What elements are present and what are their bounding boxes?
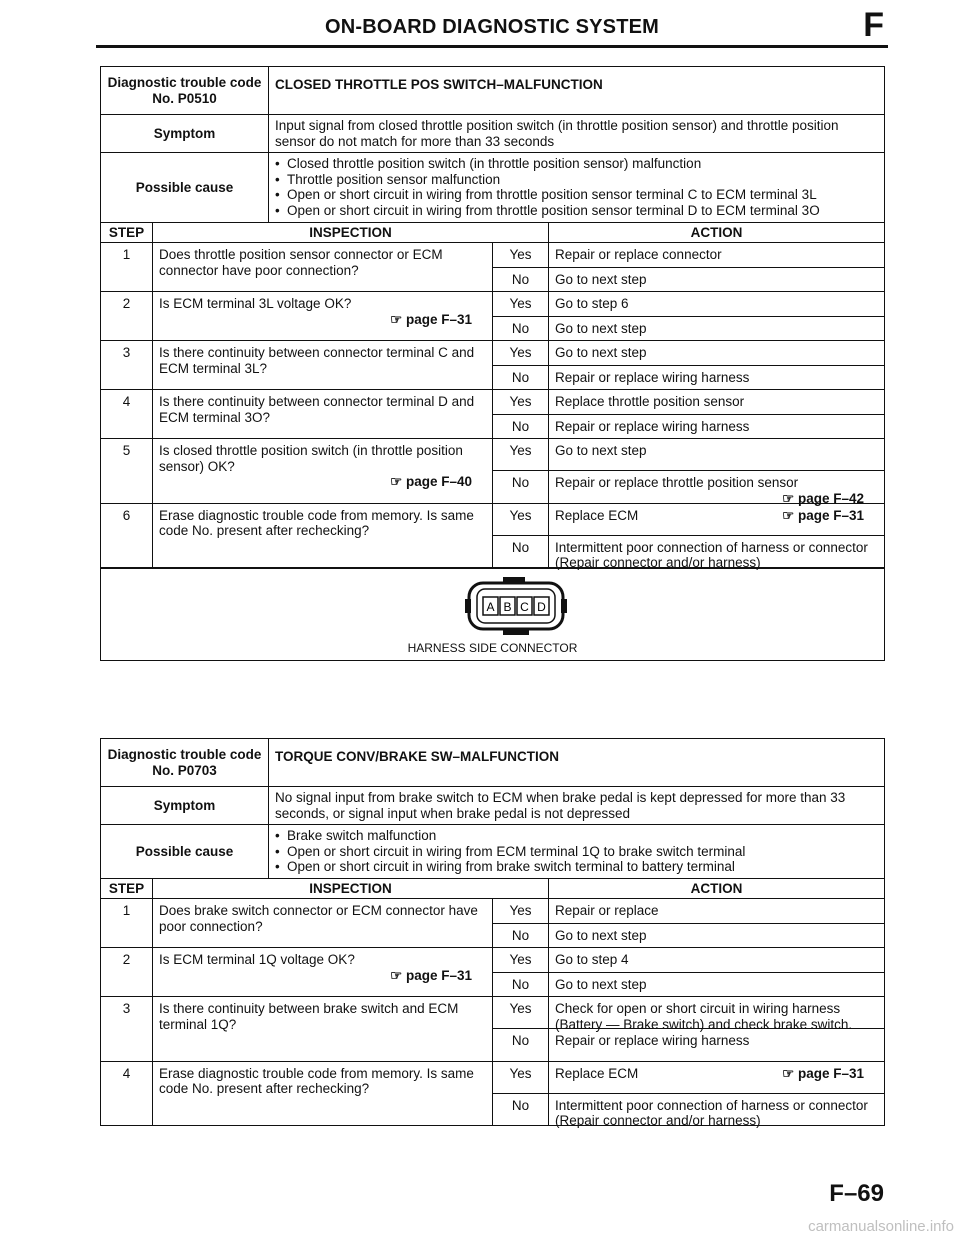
answer-no: No bbox=[493, 1094, 549, 1125]
action-text: Repair or replace connector bbox=[555, 247, 722, 262]
inspection-cell bbox=[153, 341, 493, 389]
answer-row-no bbox=[493, 973, 884, 997]
step-list bbox=[101, 899, 884, 1129]
cause-item: • Closed throttle position switch (in throttle position sensor) malfunction bbox=[275, 156, 878, 172]
cause-item: • Open or short circuit in wiring from ECM terminal 1Q to brake switch terminal bbox=[275, 844, 878, 860]
connector-pin-label: C bbox=[520, 600, 529, 614]
inspection-text: Erase diagnostic trouble code from memory. Is same code No. present after rechecking? bbox=[159, 1065, 474, 1096]
action-cell bbox=[549, 536, 884, 571]
step-row bbox=[101, 292, 884, 341]
answer-rows bbox=[493, 292, 884, 340]
answer-yes: Yes bbox=[493, 439, 549, 470]
answer-yes: Yes bbox=[493, 899, 549, 923]
connector-figure bbox=[101, 568, 884, 660]
inspection-text: Erase diagnostic trouble code from memory. Is same code No. present after rechecking? bbox=[159, 507, 474, 538]
step-list bbox=[101, 243, 884, 571]
action-text: Intermittent poor connection of harness or connector (Repair connector and/or harness) bbox=[555, 1097, 868, 1129]
action-text: Go to step 4 bbox=[555, 952, 629, 967]
connector-caption: HARNESS SIDE CONNECTOR bbox=[407, 640, 578, 655]
step-number: 2 bbox=[101, 292, 153, 340]
action-text: Go to next step bbox=[555, 927, 647, 943]
action-text: Check for open or short circuit in wiring harness (Battery — Brake switch) and check brake switch. bbox=[555, 1001, 853, 1032]
inspection-cell bbox=[153, 899, 493, 947]
answer-yes: Yes bbox=[493, 997, 549, 1028]
answer-yes: Yes bbox=[493, 390, 549, 414]
cause-item: • Open or short circuit in wiring from brake switch terminal to battery terminal bbox=[275, 859, 878, 875]
dtc-code-label: Diagnostic trouble code No. P0510 bbox=[101, 67, 269, 114]
cause-item: • Throttle position sensor malfunction bbox=[275, 172, 878, 188]
answer-yes: Yes bbox=[493, 504, 549, 535]
inspection-text: Is there continuity between connector terminal D and ECM terminal 3O? bbox=[159, 394, 475, 425]
answer-row-no bbox=[493, 317, 884, 341]
action-text: Replace throttle position sensor bbox=[555, 394, 745, 409]
action-cell bbox=[549, 504, 884, 535]
dtc-code-row bbox=[101, 739, 884, 787]
cause-bullets bbox=[275, 156, 878, 218]
answer-yes: Yes bbox=[493, 948, 549, 972]
step-number: 2 bbox=[101, 948, 153, 996]
action-cell bbox=[549, 243, 884, 267]
page-reference: ☞ page F–31 bbox=[782, 507, 864, 523]
action-text: Repair or replace wiring harness bbox=[555, 418, 750, 434]
page-number: F–69 bbox=[829, 1180, 884, 1207]
harness-connector-diagram bbox=[451, 575, 671, 643]
answer-row-yes bbox=[493, 504, 884, 536]
symptom-text: No signal input from brake switch to ECM when brake pedal is kept depressed for more than 33 seconds, or signal input when brake pedal is not depressed bbox=[275, 790, 846, 821]
symptom-text: Input signal from closed throttle position switch (in throttle position sensor) and throttle position sensor do not match for more than 33 seconds bbox=[275, 118, 839, 149]
answer-no: No bbox=[493, 471, 549, 502]
connector-pin-label: D bbox=[537, 600, 546, 614]
cause-item: • Open or short circuit in wiring from throttle position sensor terminal D to ECM terminal 3O bbox=[275, 203, 878, 219]
action-text: Go to next step bbox=[555, 320, 647, 336]
answer-row-no bbox=[493, 924, 884, 948]
col-inspection: INSPECTION bbox=[153, 879, 549, 898]
col-step: STEP bbox=[101, 879, 153, 898]
step-row bbox=[101, 899, 884, 948]
action-text: Go to step 6 bbox=[555, 296, 629, 311]
inspection-text: Is there continuity between brake switch and ECM terminal 1Q? bbox=[159, 1001, 459, 1032]
action-cell bbox=[549, 1029, 884, 1060]
action-text: Repair or replace throttle position sensor bbox=[555, 475, 799, 491]
cause-list bbox=[269, 825, 884, 878]
inspection-cell bbox=[153, 390, 493, 438]
action-cell bbox=[549, 471, 884, 506]
connector-pin-label: A bbox=[486, 600, 495, 614]
answer-yes: Yes bbox=[493, 1062, 549, 1093]
cause-row bbox=[101, 825, 884, 879]
page-reference: ☞ page F–31 bbox=[390, 967, 472, 983]
action-cell bbox=[549, 973, 884, 997]
dtc-p0510-table bbox=[100, 66, 885, 661]
answer-row-yes bbox=[493, 899, 884, 924]
inspection-text: Is ECM terminal 1Q voltage OK? bbox=[159, 952, 355, 967]
answer-row-no bbox=[493, 1029, 884, 1060]
step-number: 3 bbox=[101, 997, 153, 1061]
page-header bbox=[96, 6, 888, 48]
answer-yes: Yes bbox=[493, 341, 549, 365]
answer-no: No bbox=[493, 268, 549, 292]
answer-row-yes bbox=[493, 292, 884, 317]
step-number: 6 bbox=[101, 504, 153, 568]
step-number: 4 bbox=[101, 1062, 153, 1126]
cause-label: Possible cause bbox=[101, 153, 269, 222]
answer-rows bbox=[493, 948, 884, 996]
answer-no: No bbox=[493, 317, 549, 341]
cause-list bbox=[269, 153, 884, 222]
col-step: STEP bbox=[101, 223, 153, 242]
symptom-row bbox=[101, 787, 884, 825]
action-cell bbox=[549, 268, 884, 292]
dtc-code-label: Diagnostic trouble code No. P0703 bbox=[101, 739, 269, 786]
step-row bbox=[101, 504, 884, 569]
answer-rows bbox=[493, 1062, 884, 1129]
answer-row-yes bbox=[493, 439, 884, 471]
step-row bbox=[101, 997, 884, 1062]
answer-no: No bbox=[493, 536, 549, 567]
step-row bbox=[101, 948, 884, 997]
answer-row-yes bbox=[493, 948, 884, 973]
column-header bbox=[101, 223, 884, 243]
dtc-title: TORQUE CONV/BRAKE SW–MALFUNCTION bbox=[275, 749, 560, 764]
action-text: Repair or replace bbox=[555, 903, 659, 918]
action-text: Go to next step bbox=[555, 345, 647, 360]
step-number: 1 bbox=[101, 243, 153, 291]
step-row bbox=[101, 439, 884, 504]
answer-no: No bbox=[493, 415, 549, 439]
page-reference: ☞ page F–42 bbox=[782, 490, 864, 506]
connector-pins bbox=[483, 597, 549, 615]
connector-pin-label: B bbox=[503, 600, 512, 614]
action-text: Replace ECM bbox=[555, 1065, 639, 1081]
step-row bbox=[101, 243, 884, 292]
answer-row-yes bbox=[493, 341, 884, 366]
answer-row-no bbox=[493, 471, 884, 506]
cause-bullets bbox=[275, 828, 878, 875]
col-action: ACTION bbox=[690, 224, 743, 240]
step-number: 5 bbox=[101, 439, 153, 503]
inspection-text: Is closed throttle position switch (in throttle position sensor) OK? bbox=[159, 443, 463, 474]
action-text: Go to next step bbox=[555, 976, 647, 992]
answer-row-yes bbox=[493, 243, 884, 268]
action-cell bbox=[549, 1094, 884, 1129]
inspection-text: Is ECM terminal 3L voltage OK? bbox=[159, 296, 352, 311]
page-reference: ☞ page F–40 bbox=[390, 474, 472, 489]
cause-row bbox=[101, 153, 884, 223]
page-title: ON-BOARD DIAGNOSTIC SYSTEM bbox=[324, 16, 660, 38]
action-cell bbox=[549, 924, 884, 948]
action-cell bbox=[549, 341, 884, 365]
answer-no: No bbox=[493, 366, 549, 390]
answer-row-yes bbox=[493, 997, 884, 1032]
answer-no: No bbox=[493, 1029, 549, 1060]
inspection-text: Does brake switch connector or ECM connector have poor connection? bbox=[159, 903, 478, 934]
action-cell bbox=[549, 366, 884, 390]
action-cell bbox=[549, 439, 884, 470]
answer-yes: Yes bbox=[493, 292, 549, 316]
step-number: 4 bbox=[101, 390, 153, 438]
action-cell bbox=[549, 317, 884, 341]
column-header bbox=[101, 879, 884, 899]
answer-rows bbox=[493, 504, 884, 571]
action-text: Intermittent poor connection of harness or connector (Repair connector and/or harness) bbox=[555, 539, 868, 571]
action-cell bbox=[549, 948, 884, 972]
answer-rows bbox=[493, 899, 884, 947]
inspection-cell bbox=[153, 243, 493, 291]
page-reference: ☞ page F–31 bbox=[390, 311, 472, 327]
answer-no: No bbox=[493, 924, 549, 948]
answer-row-yes bbox=[493, 390, 884, 415]
step-number: 3 bbox=[101, 341, 153, 389]
page-reference: ☞ page F–31 bbox=[782, 1065, 864, 1081]
symptom-row bbox=[101, 115, 884, 153]
dtc-code-row bbox=[101, 67, 884, 115]
inspection-cell bbox=[153, 292, 493, 340]
answer-row-no bbox=[493, 536, 884, 571]
dtc-p0703-table bbox=[100, 738, 885, 1129]
symptom-label: Symptom bbox=[101, 787, 269, 824]
step-row bbox=[101, 390, 884, 439]
dtc-title: CLOSED THROTTLE POS SWITCH–MALFUNCTION bbox=[275, 77, 603, 92]
action-cell bbox=[549, 292, 884, 316]
action-cell bbox=[549, 390, 884, 414]
action-cell bbox=[549, 1062, 884, 1093]
action-text: Repair or replace wiring harness bbox=[555, 369, 750, 385]
cause-label: Possible cause bbox=[101, 825, 269, 878]
action-cell bbox=[549, 415, 884, 439]
answer-row-no bbox=[493, 366, 884, 390]
action-text: Go to next step bbox=[555, 443, 647, 458]
answer-rows bbox=[493, 341, 884, 389]
col-inspection: INSPECTION bbox=[153, 223, 549, 242]
action-text: Repair or replace wiring harness bbox=[555, 1033, 750, 1049]
section-letter: F bbox=[863, 6, 884, 44]
watermark: carmanualsonline.info bbox=[808, 1218, 954, 1235]
step-row bbox=[101, 1062, 884, 1129]
answer-row-yes bbox=[493, 1062, 884, 1094]
inspection-cell bbox=[153, 948, 493, 996]
answer-row-no bbox=[493, 268, 884, 292]
answer-yes: Yes bbox=[493, 243, 549, 267]
inspection-text: Is there continuity between connector terminal C and ECM terminal 3L? bbox=[159, 345, 475, 376]
action-text: Go to next step bbox=[555, 271, 647, 287]
cause-item: • Brake switch malfunction bbox=[275, 828, 878, 844]
answer-no: No bbox=[493, 973, 549, 997]
cause-item: • Open or short circuit in wiring from throttle position sensor terminal C to ECM terminal 3L bbox=[275, 187, 878, 203]
answer-row-no bbox=[493, 1094, 884, 1129]
col-action: ACTION bbox=[690, 880, 743, 896]
action-cell bbox=[549, 899, 884, 923]
inspection-cell bbox=[153, 504, 493, 568]
answer-rows bbox=[493, 243, 884, 291]
action-cell bbox=[549, 997, 884, 1032]
inspection-cell bbox=[153, 997, 493, 1061]
action-text: Replace ECM bbox=[555, 507, 639, 523]
inspection-cell bbox=[153, 439, 493, 503]
symptom-label: Symptom bbox=[101, 115, 269, 152]
step-row bbox=[101, 341, 884, 390]
answer-rows bbox=[493, 390, 884, 438]
inspection-cell bbox=[153, 1062, 493, 1126]
answer-rows bbox=[493, 997, 884, 1061]
answer-rows bbox=[493, 439, 884, 506]
answer-row-no bbox=[493, 415, 884, 439]
inspection-text: Does throttle position sensor connector or ECM connector have poor connection? bbox=[159, 247, 443, 278]
step-number: 1 bbox=[101, 899, 153, 947]
